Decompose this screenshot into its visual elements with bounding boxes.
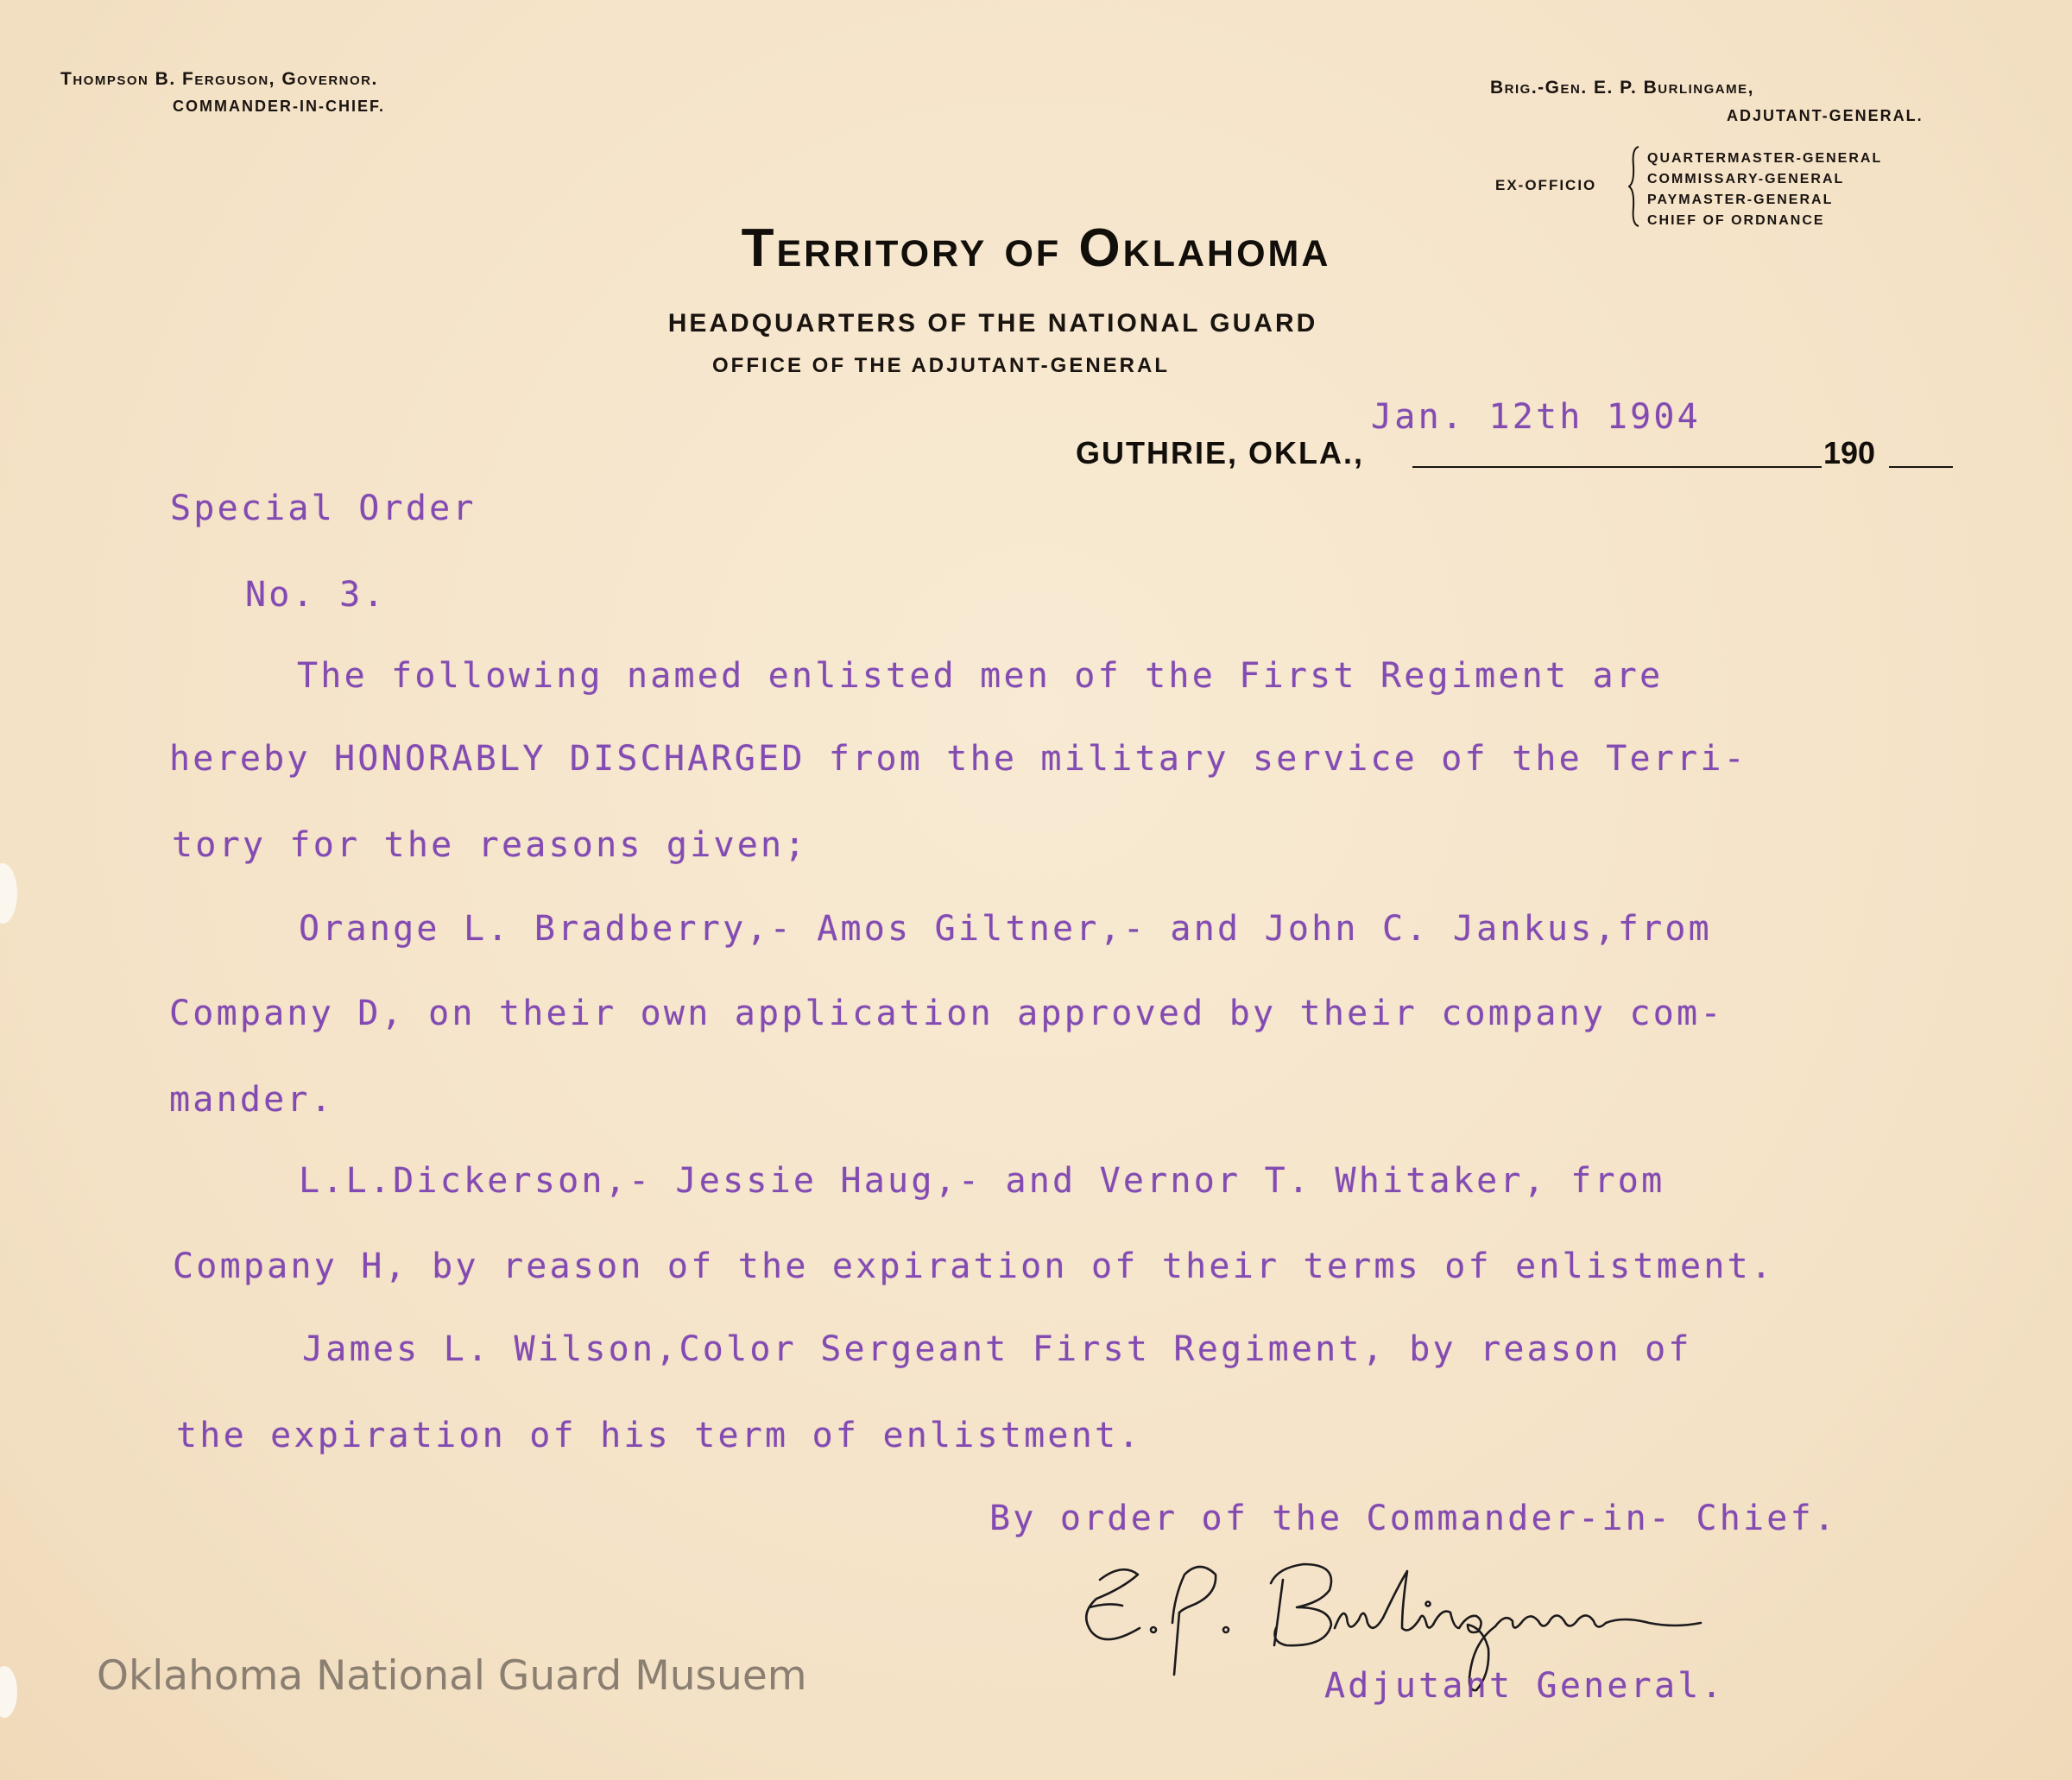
closing-line: By order of the Commander-in- Chief. <box>989 1499 1838 1538</box>
adjutant-name: Brig.-Gen. E. P. Burlingame, <box>1490 78 1754 98</box>
edge-tear <box>0 863 17 924</box>
ex-officio-label: EX-OFFICIO <box>1495 177 1597 193</box>
governor-title: COMMANDER-IN-CHIEF. <box>173 98 385 115</box>
body-line: L.L.Dickerson,- Jessie Haug,- and Vernor T. Whitaker, from <box>299 1161 1665 1201</box>
letterhead-subtitle: HEADQUARTERS OF THE NATIONAL GUARD <box>667 309 1318 338</box>
year-rule <box>1889 466 1953 468</box>
order-number: No. 3. <box>245 575 387 615</box>
adjutant-title: ADJUTANT-GENERAL. <box>1727 107 1924 124</box>
body-line: Orange L. Bradberry,- Amos Giltner,- and John C. Jankus,from <box>299 909 1712 949</box>
edge-tear <box>0 1666 17 1718</box>
brace-icon <box>1628 145 1640 228</box>
governor-name: Thompson B. Ferguson, Governor. <box>60 69 378 89</box>
order-type: Special Order <box>170 489 477 528</box>
body-line: The following named enlisted men of the First Regiment are <box>297 656 1664 696</box>
ex-officio-role: QUARTERMASTER-GENERAL <box>1647 151 1883 166</box>
body-line: tory for the reasons given; <box>172 825 808 865</box>
ex-officio-role: CHIEF OF ORDNANCE <box>1647 213 1825 228</box>
place-label: GUTHRIE, OKLA., <box>1076 435 1364 470</box>
body-line: mander. <box>169 1080 334 1120</box>
body-line: the expiration of his term of enlistment. <box>176 1416 1142 1455</box>
body-line: hereby HONORABLY DISCHARGED from the military service of the Terri- <box>169 739 1747 779</box>
body-line: James L. Wilson,Color Sergeant First Regiment, by reason of <box>302 1329 1692 1369</box>
year-prefix: 190 <box>1823 435 1876 470</box>
ex-officio-role: COMMISSARY-GENERAL <box>1647 172 1845 186</box>
body-line: Company H, by reason of the expiration of their terms of enlistment. <box>173 1247 1775 1286</box>
ex-officio-role: PAYMASTER-GENERAL <box>1647 193 1834 207</box>
signer-title: Adjutant General. <box>1324 1666 1725 1706</box>
body-line: Company D, on their own application approved by their company com- <box>169 994 1724 1033</box>
museum-watermark: Oklahoma National Guard Musuem <box>97 1652 807 1700</box>
letter-date: Jan. 12th 1904 <box>1371 397 1701 437</box>
date-rule <box>1412 466 1822 468</box>
letterhead-office: OFFICE OF THE ADJUTANT-GENERAL <box>712 354 1170 377</box>
letterhead-title: Territory of Oklahoma <box>741 218 1331 278</box>
